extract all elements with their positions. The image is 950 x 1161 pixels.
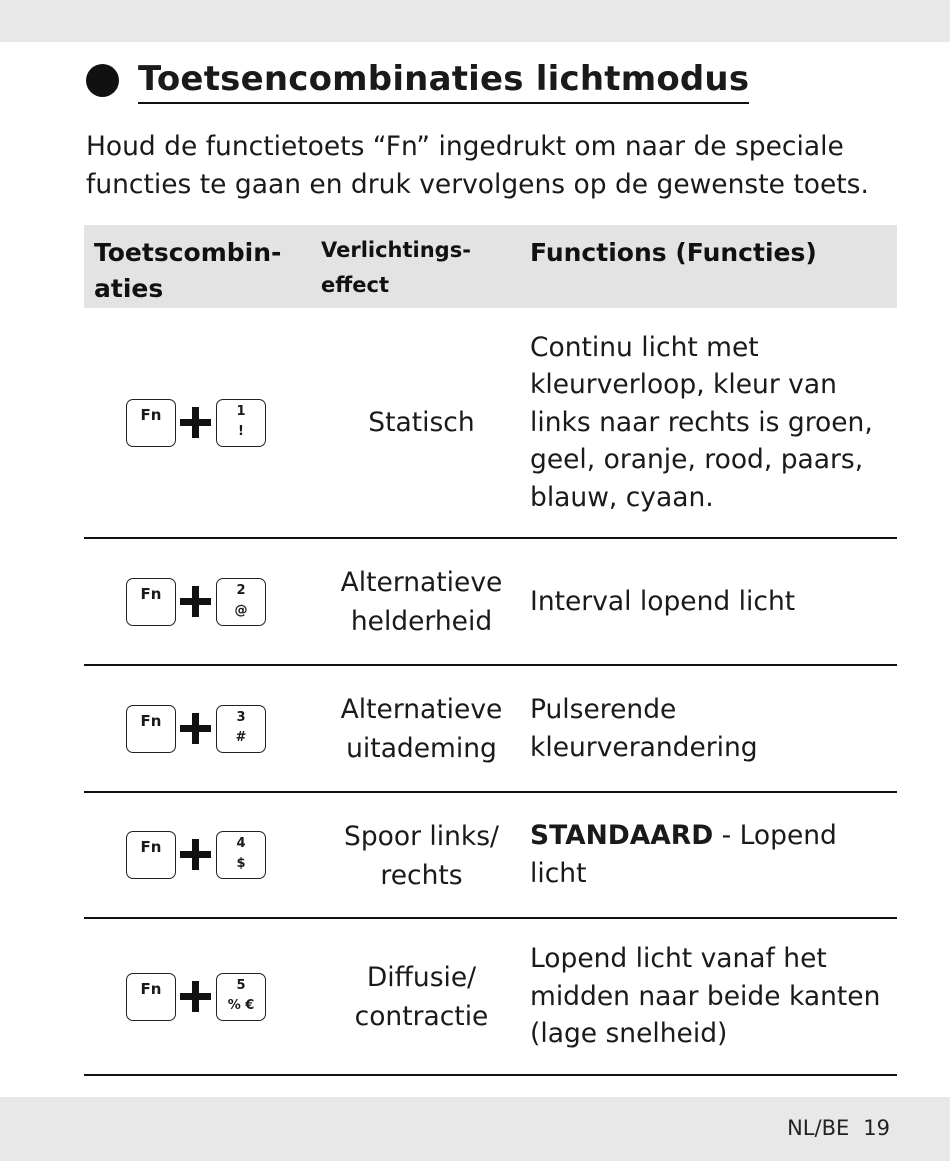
effect-cell: Alternatieve helderheid: [340, 566, 503, 637]
header-functions: Functions (Functies): [530, 238, 817, 267]
fn-key-icon: [126, 705, 176, 753]
key-label: Fn: [140, 584, 162, 603]
keyboard-key-icon: [216, 973, 266, 1021]
table-row: [84, 792, 897, 918]
keyboard-key-icon: [216, 705, 266, 753]
key-combo: [126, 973, 319, 1021]
key-combo: [126, 831, 319, 879]
keyboard-key-icon: [216, 578, 266, 626]
header-key-combinations: Toetscombin- aties: [94, 238, 282, 303]
key-secondary-label: !: [238, 423, 244, 439]
key-label: Fn: [140, 405, 162, 424]
page-footer: [700, 1113, 890, 1143]
key-combo-cell: [84, 665, 319, 792]
function-highlight: STANDAARD: [530, 820, 714, 851]
page-title: Toetsencombinaties lichtmodus: [138, 58, 749, 104]
fn-key-icon: [126, 399, 176, 447]
table-row: [84, 538, 897, 665]
key-primary-label: 4: [236, 836, 246, 851]
table-row: [84, 918, 897, 1075]
plus-icon: [176, 973, 216, 1021]
plus-icon: [176, 705, 216, 753]
keyboard-key-icon: [216, 831, 266, 879]
key-primary-label: 2: [236, 582, 246, 598]
key-combo-cell: [84, 308, 319, 538]
function-cell: Continu licht met kleurverloop, kleur van links naar rechts is groen, geel, oranje, rood, paars, blauw, cyaan.: [530, 331, 873, 513]
region-label: NL/BE: [787, 1116, 850, 1140]
key-combo: [126, 705, 319, 753]
key-label: Fn: [140, 711, 162, 730]
fn-key-icon: [126, 578, 176, 626]
key-secondary-label: $: [236, 856, 246, 871]
effect-cell: Alternatieve uitademing: [340, 693, 503, 764]
effect-cell: Diffusie/ contractie: [354, 961, 489, 1032]
key-combo-cell: [84, 918, 319, 1075]
table-header: [84, 225, 897, 308]
page-number: 19: [863, 1116, 890, 1140]
key-combo-cell: [84, 538, 319, 665]
header-lighting-effect: Verlichtings- effect: [321, 238, 471, 297]
key-secondary-label: @: [234, 602, 248, 618]
key-secondary-label: #: [235, 729, 247, 745]
plus-icon: [176, 831, 216, 879]
key-primary-label: 5: [236, 977, 246, 993]
function-cell: Lopend licht vanaf het midden naar beide kanten (lage snelheid): [530, 943, 881, 1050]
fn-key-icon: [126, 831, 176, 879]
top-band: [0, 0, 950, 42]
function-cell: Pulserende kleurverandering: [530, 694, 758, 763]
function-cell: Interval lopend licht: [530, 585, 796, 617]
table-row: [84, 308, 897, 538]
key-primary-label: 3: [236, 709, 246, 725]
key-combination-table: [84, 225, 897, 1076]
key-label: Fn: [140, 979, 162, 998]
key-label: Fn: [140, 838, 162, 856]
keyboard-key-icon: [216, 399, 266, 447]
key-combo-cell: [84, 792, 319, 918]
effect-cell: Spoor links/ rechts: [344, 821, 499, 891]
key-secondary-label: % €: [227, 997, 255, 1013]
section-heading: [86, 58, 906, 108]
key-primary-label: 1: [236, 403, 246, 419]
filled-circle-icon: [86, 64, 119, 97]
plus-icon: [176, 578, 216, 626]
key-combo: [126, 578, 319, 626]
intro-paragraph: Houd de functietoets “Fn” ingedrukt om naar de speciale functies te gaan en druk vervolgens op de gewenste toets.: [86, 131, 869, 200]
table-row: [84, 665, 897, 792]
fn-key-icon: [126, 973, 176, 1021]
effect-cell: Statisch: [368, 407, 475, 438]
function-cell: [524, 792, 897, 918]
key-combo: [126, 399, 319, 447]
function-text: - Lopend licht: [530, 820, 837, 889]
plus-icon: [176, 399, 216, 447]
